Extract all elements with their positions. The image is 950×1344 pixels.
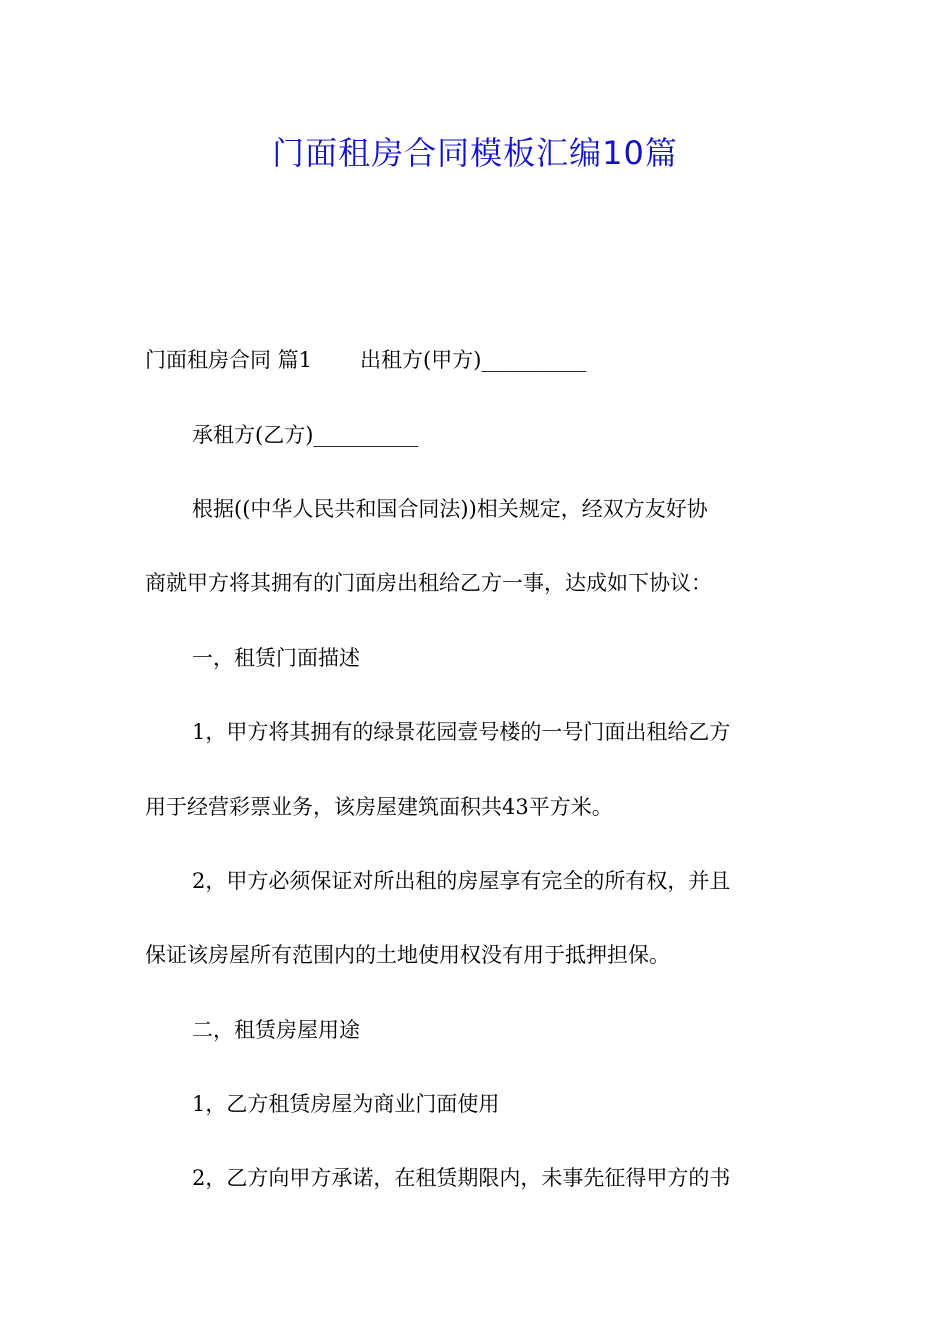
paragraph-line-6: 1，甲方将其拥有的绿景花园壹号楼的一号门面出租给乙方 bbox=[192, 720, 731, 744]
paragraph-line-11: 1，乙方租赁房屋为商业门面使用 bbox=[192, 1092, 500, 1116]
paragraph-line-1 bbox=[145, 345, 815, 375]
paragraph-line-7: 用于经营彩票业务，该房屋建筑面积共43平方米。 bbox=[145, 795, 613, 819]
paragraph-line-9: 保证该房屋所有范围内的土地使用权没有用于抵押担保。 bbox=[145, 943, 670, 967]
lessor-field: 出租方(甲方)__________ bbox=[360, 348, 587, 372]
section-heading: 门面租房合同 篇1 bbox=[145, 348, 313, 372]
lessee-field: 承租方(乙方)__________ bbox=[192, 423, 419, 447]
paragraph-line-12: 2，乙方向甲方承诺，在租赁期限内，未事先征得甲方的书 bbox=[192, 1166, 731, 1190]
document-title: 门面租房合同模板汇编10篇 bbox=[272, 134, 678, 172]
clause-heading-1: 一，租赁门面描述 bbox=[192, 646, 360, 670]
clause-heading-2: 二，租赁房屋用途 bbox=[192, 1018, 360, 1042]
paragraph-line-3: 根据((中华人民共和国合同法))相关规定，经双方友好协 bbox=[192, 497, 708, 521]
paragraph-line-8: 2，甲方必须保证对所出租的房屋享有完全的所有权，并且 bbox=[192, 869, 731, 893]
paragraph-line-4: 商就甲方将其拥有的门面房出租给乙方一事，达成如下协议： bbox=[145, 571, 712, 595]
